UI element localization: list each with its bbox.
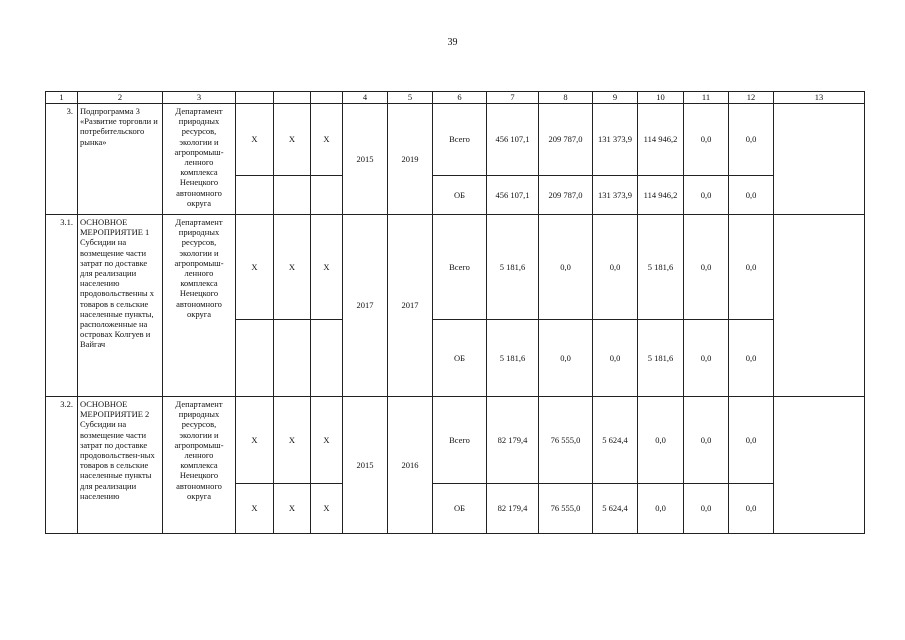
year-value: 209 787,0: [539, 176, 593, 215]
header-cell: 13: [774, 92, 865, 104]
end-year: 2019: [388, 104, 433, 215]
year-value: 0,0: [684, 104, 729, 176]
year-value: 0,0: [729, 397, 774, 484]
x-mark: X: [274, 397, 311, 484]
row-department: Департамент природных ресурсов, экологии и агропромыш-ленного комплекса Ненецкого автономного округа: [163, 215, 236, 397]
year-value: 0,0: [638, 484, 684, 534]
x-mark: X: [274, 104, 311, 176]
x-mark: X: [311, 104, 343, 176]
year-value: 131 373,9: [593, 104, 638, 176]
header-cell: 11: [684, 92, 729, 104]
x-mark: X: [311, 215, 343, 320]
row-number: 3.1.: [46, 215, 78, 397]
year-value: 114 946,2: [638, 104, 684, 176]
header-cell: 3: [163, 92, 236, 104]
year-value: 0,0: [638, 397, 684, 484]
year-value: 209 787,0: [539, 104, 593, 176]
start-year: 2015: [343, 397, 388, 534]
row-number: 3.: [46, 104, 78, 215]
funding-source: ОБ: [433, 484, 487, 534]
total-value: 5 181,6: [487, 320, 539, 397]
funding-source: Всего: [433, 104, 487, 176]
header-cell: 1: [46, 92, 78, 104]
row-name: ОСНОВНОЕ МЕРОПРИЯТИЕ 2 Субсидии на возмещение части затрат по доставке продовольствен-ных товаров в сельские населенные пункты для реализации населению: [78, 397, 163, 534]
year-value: 76 555,0: [539, 397, 593, 484]
header-cell: 9: [593, 92, 638, 104]
year-value: 0,0: [593, 320, 638, 397]
page-number: 39: [447, 37, 458, 48]
year-value: 0,0: [684, 176, 729, 215]
x-mark: [236, 320, 274, 397]
header-cell: 2: [78, 92, 163, 104]
header-cell: 4: [343, 92, 388, 104]
year-value: 0,0: [729, 320, 774, 397]
row-number: 3.2.: [46, 397, 78, 534]
end-year: 2017: [388, 215, 433, 397]
funding-source: Всего: [433, 215, 487, 320]
total-value: 5 181,6: [487, 215, 539, 320]
x-mark: [236, 176, 274, 215]
year-value: 5 181,6: [638, 215, 684, 320]
header-cell: 6: [433, 92, 487, 104]
header-cell: 10: [638, 92, 684, 104]
x-mark: X: [311, 484, 343, 534]
x-mark: X: [236, 104, 274, 176]
header-cell: 5: [388, 92, 433, 104]
year-value: 0,0: [729, 484, 774, 534]
year-value: 76 555,0: [539, 484, 593, 534]
x-mark: X: [236, 484, 274, 534]
header-cell: [311, 92, 343, 104]
year-value: 0,0: [684, 215, 729, 320]
year-value: 0,0: [729, 104, 774, 176]
notes-cell: [774, 215, 865, 397]
x-mark: X: [236, 215, 274, 320]
x-mark: X: [236, 397, 274, 484]
start-year: 2015: [343, 104, 388, 215]
x-mark: [274, 176, 311, 215]
row-department: Департамент природных ресурсов, экологии и агропромыш-ленного комплекса Ненецкого автономного округа: [163, 397, 236, 534]
year-value: 0,0: [729, 176, 774, 215]
x-mark: [311, 176, 343, 215]
header-cell: 12: [729, 92, 774, 104]
row-department: Департамент природных ресурсов, экологии и агропромыш-ленного комплекса Ненецкого автономного округа: [163, 104, 236, 215]
table-row: [46, 104, 865, 176]
total-value: 456 107,1: [487, 176, 539, 215]
funding-source: ОБ: [433, 176, 487, 215]
header-cell: 7: [487, 92, 539, 104]
start-year: 2017: [343, 215, 388, 397]
year-value: 131 373,9: [593, 176, 638, 215]
total-value: 82 179,4: [487, 397, 539, 484]
year-value: 0,0: [539, 215, 593, 320]
year-value: 0,0: [684, 320, 729, 397]
funding-source: Всего: [433, 397, 487, 484]
year-value: 0,0: [729, 215, 774, 320]
notes-cell: [774, 397, 865, 534]
header-cell: [274, 92, 311, 104]
year-value: 0,0: [684, 397, 729, 484]
header-cell: [236, 92, 274, 104]
x-mark: [274, 320, 311, 397]
year-value: 114 946,2: [638, 176, 684, 215]
year-value: 0,0: [539, 320, 593, 397]
total-value: 82 179,4: [487, 484, 539, 534]
row-name: Подпрограмма 3 «Развитие торговли и потребительского рынка»: [78, 104, 163, 215]
notes-cell: [774, 104, 865, 215]
year-value: 5 624,4: [593, 397, 638, 484]
row-name: ОСНОВНОЕ МЕРОПРИЯТИЕ 1 Субсидии на возмещение части затрат по доставке для реализации населению продовольственны х товаров в сельские населенные пункты, расположенные на островах Колгуев и Вайгач: [78, 215, 163, 397]
x-mark: X: [311, 397, 343, 484]
header-row: [46, 92, 865, 104]
table-row: [46, 215, 865, 320]
year-value: 0,0: [593, 215, 638, 320]
year-value: 5 624,4: [593, 484, 638, 534]
table-row: [46, 397, 865, 484]
header-cell: 8: [539, 92, 593, 104]
year-value: 5 181,6: [638, 320, 684, 397]
total-value: 456 107,1: [487, 104, 539, 176]
x-mark: X: [274, 215, 311, 320]
program-table: [45, 91, 865, 534]
end-year: 2016: [388, 397, 433, 534]
funding-source: ОБ: [433, 320, 487, 397]
x-mark: X: [274, 484, 311, 534]
year-value: 0,0: [684, 484, 729, 534]
x-mark: [311, 320, 343, 397]
